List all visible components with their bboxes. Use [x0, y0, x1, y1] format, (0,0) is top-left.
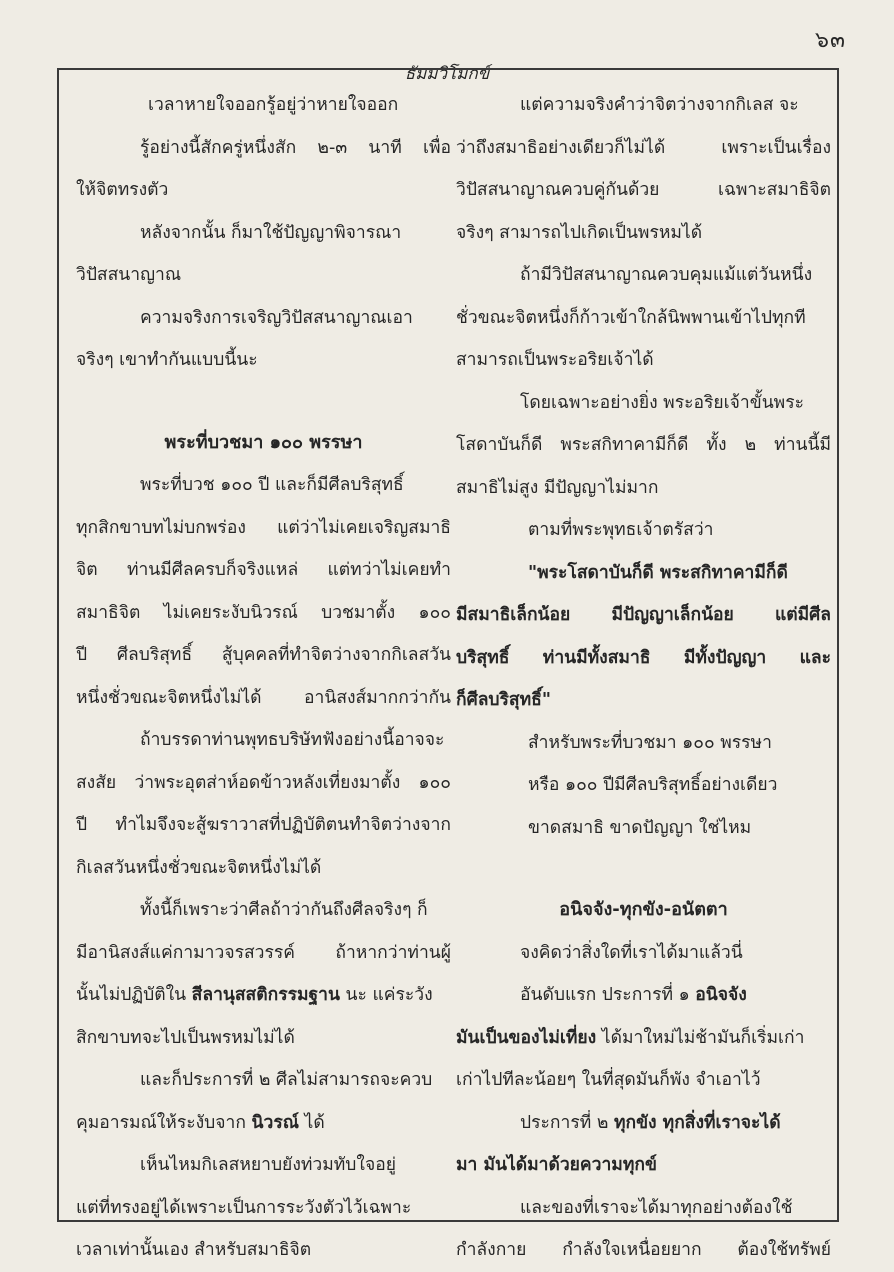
paragraph-line: ถ้าบรรดาท่านพุทธบริษัทฟังอย่างนี้อาจจะ [140, 730, 445, 750]
bold-term: นิวรณ์ [251, 1112, 299, 1133]
bold-term: อนิจจัง [695, 985, 747, 1005]
paragraph-line: มีอานิสงส์แค่กามาวจรสวรรค์ ถ้าหากว่าท่านผู้ [76, 942, 451, 963]
paragraph-line: วิปัสสนาญาณควบคู่กันด้วย เฉพาะสมาธิจิต [456, 180, 831, 200]
bold-term: มา มันได้มาด้วยความทุกข์ [456, 1155, 657, 1175]
paragraph-line: ว่าถึงสมาธิอย่างเดียวก็ไม่ได้ เพราะเป็นเรื่อง [456, 137, 831, 158]
paragraph-line: สิกขาบทจะไปเป็นพรหมไม่ได้ [76, 1027, 295, 1048]
bold-term: สีลานุสสติกรรมฐาน [191, 985, 340, 1005]
paragraph-line: หนึ่งชั่วขณะจิตหนึ่งไม่ได้ อานิสงส์มากกว่ากัน [76, 687, 451, 708]
quote-line: "พระโสดาบันก็ดี พระสกิทาคามีก็ดี [528, 562, 788, 583]
paragraph-line: สำหรับพระที่บวชมา ๑๐๐ พรรษา [528, 732, 772, 753]
paragraph-line: จริงๆ สามารถไปเกิดเป็นพรหมได้ [456, 222, 703, 243]
quote-line: ก็ศีลบริสุทธิ์" [456, 690, 551, 710]
paragraph-line: ขาดสมาธิ ขาดปัญญา ใช่ไหม [528, 817, 752, 838]
paragraph-line: แต่ที่ทรงอยู่ได้เพราะเป็นการระวังตัวไว้เฉพาะ [76, 1197, 412, 1218]
paragraph-line: คุมอารมณ์ให้ระงับจาก นิวรณ์ ได้ [76, 1112, 325, 1133]
paragraph-line: โสดาบันก็ดี พระสกิทาคามีก็ดี ทั้ง ๒ ท่านนี้มี [456, 435, 831, 455]
section-heading: พระที่บวชมา ๑๐๐ พรรษา [164, 431, 363, 453]
paragraph-line: มันเป็นของไม่เที่ยง ได้มาใหม่ไม่ช้ามันก็เริ่มเก่า [456, 1027, 805, 1048]
paragraph-line: สมาธิไม่สูง มีปัญญาไม่มาก [456, 477, 659, 498]
bold-term: ทุกขัง ทุกสิ่งที่เราจะได้ [613, 1112, 781, 1133]
paragraph-line: อันดับแรก ประการที่ ๑ อนิจจัง [520, 985, 747, 1005]
right-column [456, 84, 831, 1272]
paragraph-line: จริงๆ เขาทำกันแบบนี้นะ [76, 350, 258, 370]
paragraph-line: ตามที่พระพุทธเจ้าตรัสว่า [528, 520, 714, 540]
paragraph-line: และก็ประการที่ ๒ ศีลไม่สามารถจะควบ [140, 1070, 433, 1090]
bold-term: มันเป็นของไม่เที่ยง [456, 1027, 597, 1048]
paragraph-line: ทั้งนี้ก็เพราะว่าศีลถ้าว่ากันถึงศีลจริงๆ ก็ [140, 900, 428, 920]
paragraph-line: จงคิดว่าสิ่งใดที่เราได้มาแล้วนี่ [520, 942, 743, 963]
quote-line: บริสุทธิ์ ท่านมีทั้งสมาธิ มีทั้งปัญญา และ [456, 647, 831, 668]
paragraph-line: ทุกสิกขาบทไม่บกพร่อง แต่ว่าไม่เคยเจริญสมาธิ [76, 517, 451, 538]
paragraph-line: รู้อย่างนี้สักครู่หนึ่งสัก ๒-๓ นาที เพื่อ [140, 137, 451, 158]
left-column [76, 84, 451, 1272]
paragraph-line: สามารถเป็นพระอริยเจ้าได้ [456, 350, 654, 370]
paragraph-line: ให้จิตทรงตัว [76, 180, 169, 200]
paragraph-line [456, 1144, 831, 1187]
paragraph-line: วิปัสสนาญาณ [76, 265, 182, 285]
paragraph-line: แต่ความจริงคำว่าจิตว่างจากกิเลส จะ [520, 95, 799, 115]
paragraph-line: ปี ทำไมจึงจะสู้ฆราวาสที่ปฏิบัติตนทำจิตว่างจาก [76, 815, 451, 835]
section-heading: อนิจจัง-ทุกขัง-อนัตตา [559, 899, 728, 920]
quote-line: มีสมาธิเล็กน้อย มีปัญญาเล็กน้อย แต่มีศีล [456, 605, 831, 625]
book-title: ธัมมวิโมกข์ [397, 64, 498, 84]
paragraph-line: ชั่วขณะจิตหนึ่งก็ก้าวเข้าใกล้นิพพานเข้าไปทุกที [456, 307, 806, 328]
paragraph-line: ถ้ามีวิปัสสนาญาณควบคุมแม้แต่วันหนึ่ง [520, 265, 813, 285]
paragraph-line: กิเลสวันหนึ่งชั่วขณะจิตหนึ่งไม่ได้ [76, 857, 322, 878]
paragraph-line: เวลาเท่านั้นเอง สำหรับสมาธิจิต [76, 1240, 312, 1260]
paragraph-line: เห็นไหมกิเลสหยาบยังท่วมทับใจอยู่ [140, 1155, 396, 1175]
paragraph-line: กำลังกาย กำลังใจเหนื่อยยาก ต้องใช้ทรัพย์ [456, 1240, 831, 1260]
page-number: ๖๓ [814, 28, 846, 53]
paragraph-line: เก่าไปทีละน้อยๆ ในที่สุดมันก็พัง จำเอาไว้ [456, 1070, 761, 1090]
paragraph-line: สงสัย ว่าพระอุตส่าห์อดข้าวหลังเที่ยงมาตั้ง ๑๐๐ [76, 772, 451, 793]
paragraph-line: หรือ ๑๐๐ ปีมีศีลบริสุทธิ์อย่างเดียว [528, 775, 778, 795]
paragraph-line: โดยเฉพาะอย่างยิ่ง พระอริยเจ้าขั้นพระ [520, 392, 804, 413]
paragraph-line: เวลาหายใจออกรู้อยู่ว่าหายใจออก [148, 95, 399, 115]
paragraph-line: หลังจากนั้น ก็มาใช้ปัญญาพิจารณา [140, 222, 402, 243]
paragraph-line: จิต ท่านมีศีลครบก็จริงแหล่ แต่ทว่าไม่เคยทำ [76, 560, 451, 580]
paragraph-line: และของที่เราจะได้มาทุกอย่างต้องใช้ [520, 1197, 793, 1218]
paragraph-line: พระที่บวช ๑๐๐ ปี และก็มีศีลบริสุทธิ์ [140, 475, 404, 495]
paragraph-line: นั้นไม่ปฏิบัติใน สีลานุสสติกรรมฐาน นะ แค่ระวัง [76, 985, 433, 1005]
paragraph-line: สมาธิจิต ไม่เคยระงับนิวรณ์ บวชมาตั้ง ๑๐๐ [76, 602, 451, 623]
paragraph-line: ปี ศีลบริสุทธิ์ สู้บุคคลที่ทำจิตว่างจากกิเลสวัน [76, 645, 451, 665]
paragraph-line: ความจริงการเจริญวิปัสสนาญาณเอา [140, 307, 413, 328]
paragraph-line: ประการที่ ๒ ทุกขัง ทุกสิ่งที่เราจะได้ [520, 1112, 781, 1133]
